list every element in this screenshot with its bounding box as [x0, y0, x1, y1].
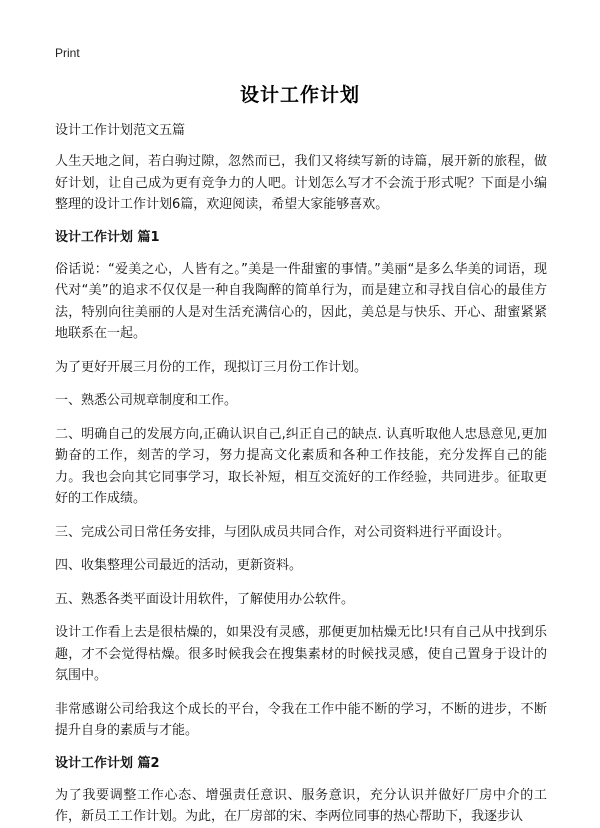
section-heading: 设计工作计划 篇1	[55, 229, 160, 245]
list-item: 三、完成公司日常任务安排，与团队成员共同合作，对公司资料进行平面设计。	[55, 524, 511, 540]
intro-paragraph: 人生天地之间，若白驹过隙，忽然而已，我们又将续写新的诗篇，展开新的旅程，做好计划，让自己成为更有竞争力的人吧。计划怎么写才不会流于形式呢？下面是小编整理的设计工作计划6篇，欢迎阅读，希望大家能够喜欢。	[55, 154, 547, 212]
section-2	[55, 754, 547, 828]
print-link[interactable]: Print	[55, 46, 80, 60]
paragraph: 为了更好开展三月份的工作，现拟订三月份工作计划。	[55, 359, 368, 375]
list-item: 五、熟悉各类平面设计用软件，了解使用办公软件。	[55, 591, 355, 607]
paragraph: 非常感谢公司给我这个成长的平台，令我在工作中能不断的学习，不断的进步，不断提升自身的素质与才能。	[55, 701, 547, 738]
document-body	[55, 121, 547, 828]
document-subtitle: 设计工作计划范文五篇	[55, 123, 186, 138]
paragraph: 俗话说：“爱美之心，人皆有之。”美是一件甜蜜的事情。”美丽“是多么华美的词语，现代对“美”的追求不仅仅是一种自我陶醉的简单行为，而是建立和寻找自信心的最佳方法，特别向往美丽的人是对生活充满信心的，因此，美总是与快乐、开心、甜蜜紧紧地联系在一起。	[55, 261, 547, 341]
section-heading: 设计工作计划 篇2	[55, 755, 160, 771]
list-item: 一、熟悉公司规章制度和工作。	[55, 393, 238, 408]
page-title: 设计工作计划	[239, 84, 360, 106]
paragraph: 设计工作看上去是很枯燥的，如果没有灵感，那便更加枯燥无比!只有自己从中找到乐趣，才不会觉得枯燥。很多时候我会在搜集素材的时候找灵感，使自己置身于设计的氛围中。	[55, 625, 547, 683]
section-1	[55, 228, 547, 742]
paragraph: 为了我要调整工作心态、增强责任意识、服务意识，充分认识并做好厂房中介的工作，新员工工作计划。为此，在厂房部的宋、李两位同事的热心帮助下，我逐步认	[55, 787, 547, 824]
list-item: 四、收集整理公司最近的活动，更新资料。	[55, 558, 303, 573]
list-item: 二、明确自己的发展方向,正确认识自己,纠正自己的缺点. 认真听取他人忠恳意见,更加勤奋的工作，刻苦的学习，努力提高文化素质和各种工作技能，充分发挥自己的能力。我也会向其它同事学习，取长补短，相互交流好的工作经验，共同进步。征取更好的工作成绩。	[55, 426, 547, 506]
